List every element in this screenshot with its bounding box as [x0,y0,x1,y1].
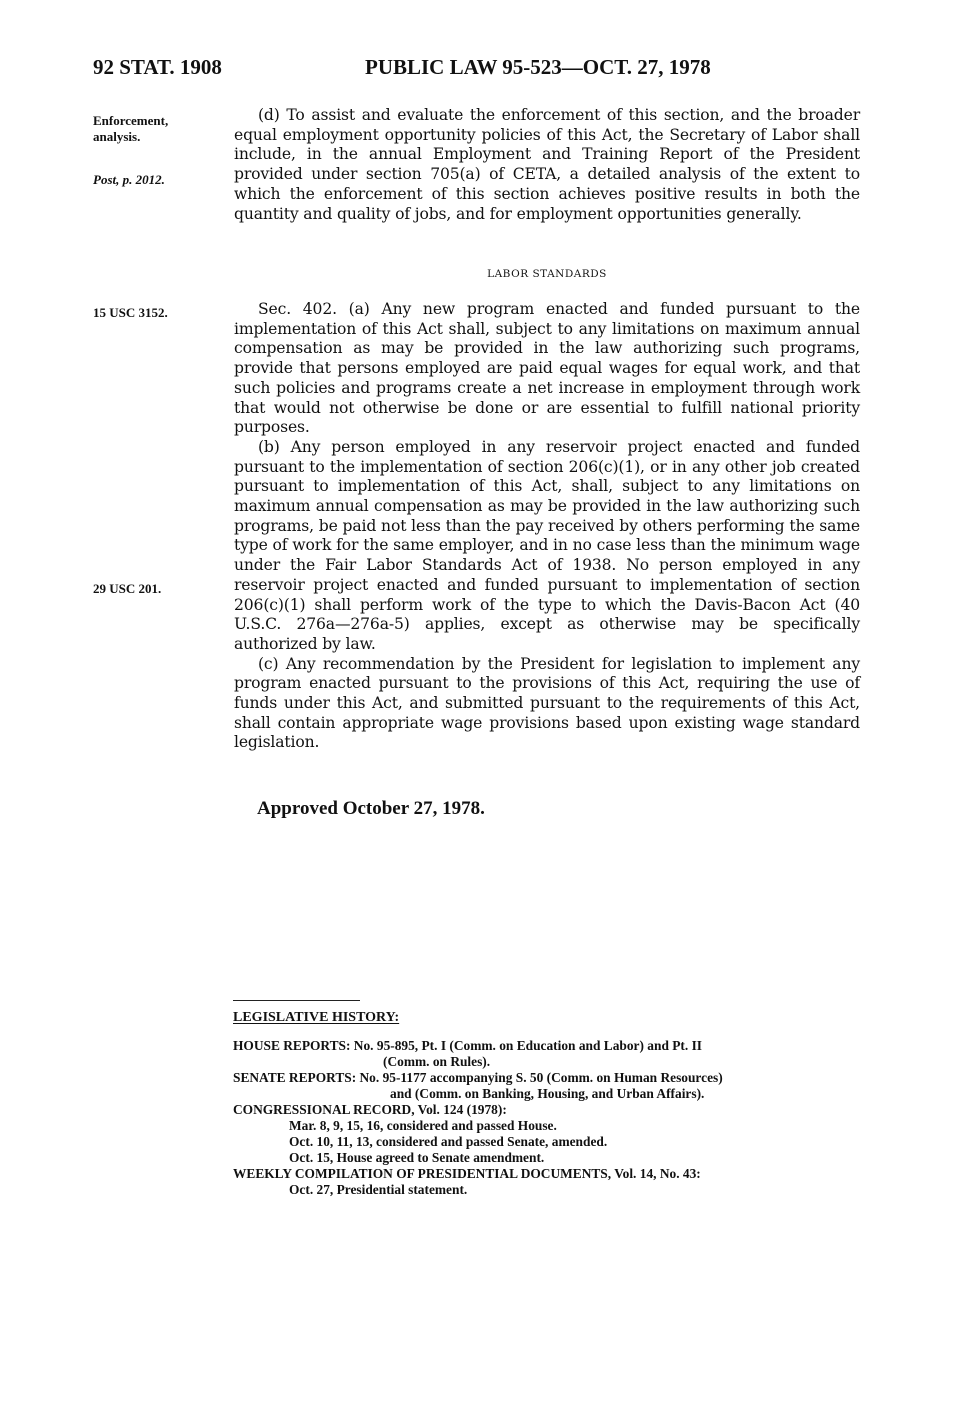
cr-item: Oct. 15, House agreed to Senate amendment. [289,1150,545,1165]
cr-item: Mar. 8, 9, 15, 16, considered and passed House. [289,1118,557,1133]
page-reference: 92 STAT. 1908 [93,55,222,79]
section-402-a: Sec. 402. (a) Any new program enacted and funded pursuant to the implementation of this Act shall, subject to any limitations on maximum annual compensation as may be provided in the law authorizing such programs, provide that persons employed are paid equal wages for equal work, and that such policies and programs create a net increase in employment through work that would not otherwise be done or are essential to fulfill national priority purposes. [234,300,860,437]
section-402 [234,300,860,753]
legislative-history [233,1010,863,1198]
legislative-history-title: LEGISLATIVE HISTORY: [233,1010,400,1025]
paragraph-d: (d) To assist and evaluate the enforcement of this section, and the broader equal employment opportunity policies of this Act, the Secretary of Labor shall include, in the annual Employment and Training Report of the President provided under section 705(a) of CETA, a detailed analysis of the extent to which the enforcement of this section achieves positive results in both the quantity and quality of jobs, and for employment opportunities generally. [234,106,860,223]
law-title: PUBLIC LAW 95-523—OCT. 27, 1978 [365,55,711,79]
margin-note-enforcement: Enforcement, analysis. [93,113,169,144]
margin-note-usc-3152: 15 USC 3152. [93,305,168,320]
house-reports: HOUSE REPORTS: No. 95-895, Pt. I (Comm. on Education and Labor) and Pt. II [233,1038,702,1053]
margin-note-post: Post, p. 2012. [93,172,165,187]
section-402-c: (c) Any recommendation by the President for legislation to implement any program enacted pursuant to the provisions of this Act, requiring the use of funds under this Act, and submitted pursuant to the requirements of this Act, shall contain appropriate wage provisions based upon existing wage standard legislation. [234,654,860,752]
senate-reports: SENATE REPORTS: No. 95-1177 accompanying S. 50 (Comm. on Human Resources) [233,1070,723,1085]
cr-item: Oct. 10, 11, 13, considered and passed Senate, amended. [289,1134,608,1149]
section-heading: LABOR STANDARDS [487,268,607,280]
divider-rule [233,1000,360,1001]
weekly-compilation: WEEKLY COMPILATION OF PRESIDENTIAL DOCUMENTS, Vol. 14, No. 43: [233,1166,701,1181]
congressional-record: CONGRESSIONAL RECORD, Vol. 124 (1978): [233,1102,507,1117]
house-reports-cont: (Comm. on Rules). [383,1054,491,1069]
approval-date: Approved October 27, 1978. [257,798,485,819]
margin-note-usc-201: 29 USC 201. [93,581,162,596]
section-402-b: (b) Any person employed in any reservoir project enacted and funded pursuant to the implementation of section 206(c)(1), or in any other job created pursuant to implementation of this Act, shall, subject to any limitations on maximum annual compensation as may be provided in the law authorizing such programs, be paid not less than the pay received by others performing the same type of work for the same employer, and in no case less than the minimum wage under the Fair Labor Standards Act of 1938. No person employed in any reservoir project enacted and funded pursuant to implementation of section 206(c)(1) shall perform work of the type to which the Davis-Bacon Act (40 U.S.C. 276a—276a-5) applies, except as otherwise may be specifically authorized by law. [234,437,860,653]
wc-item: Oct. 27, Presidential statement. [289,1182,468,1197]
senate-reports-cont: and (Comm. on Banking, Housing, and Urban Affairs). [390,1086,705,1101]
